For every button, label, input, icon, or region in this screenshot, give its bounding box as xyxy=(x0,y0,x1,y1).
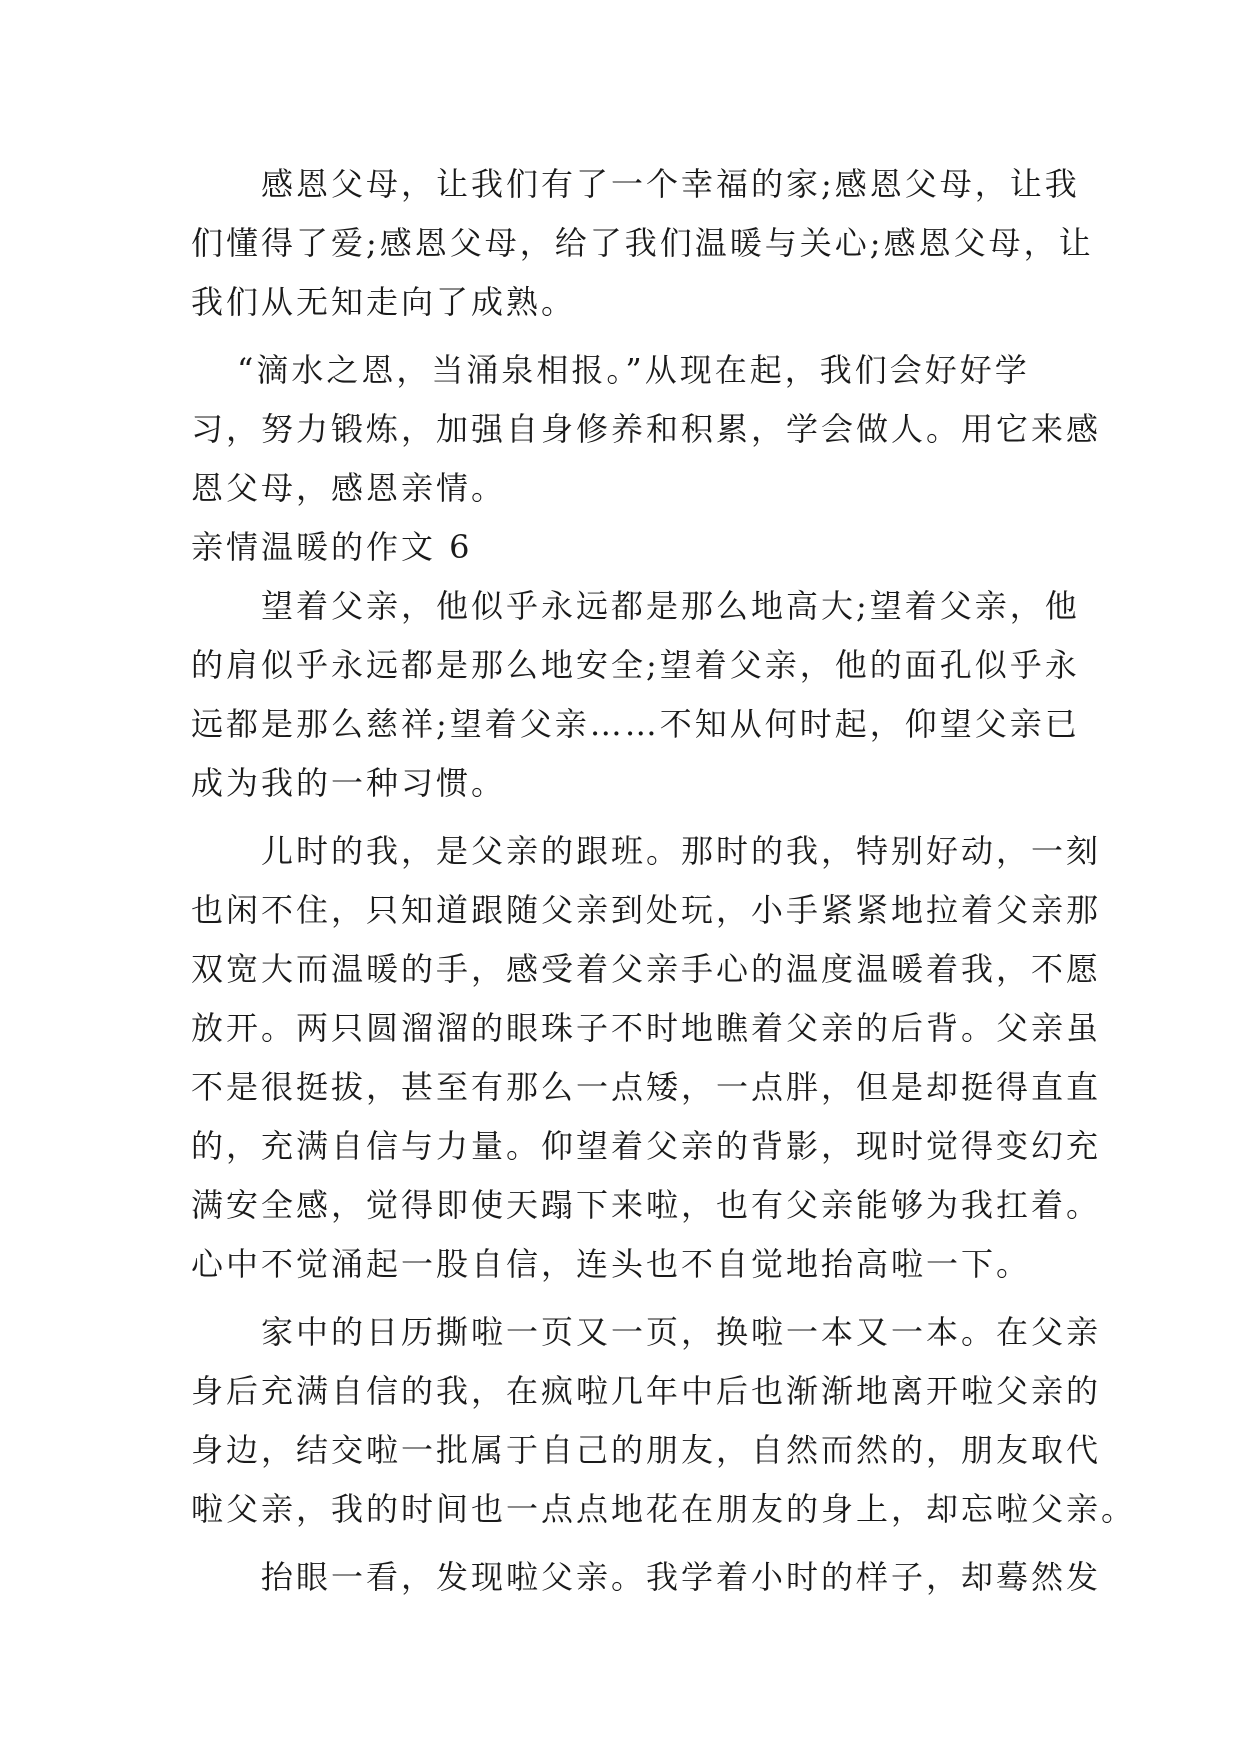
text-line: 也闲不住，只知道跟随父亲到处玩，小手紧紧地拉着父亲那 xyxy=(191,891,1102,929)
text-line: 双宽大而温暖的手，感受着父亲手心的温度温暖着我，不愿 xyxy=(191,950,1102,988)
text-line: 的肩似乎永远都是那么地安全;望着父亲，他的面孔似乎永 xyxy=(191,646,1080,684)
text-line: 的，充满自信与力量。仰望着父亲的背影，现时觉得变幻充 xyxy=(191,1127,1102,1165)
text-line: 成为我的一种习惯。 xyxy=(191,764,507,802)
text-line: “滴水之恩，当涌泉相报。”从现在起，我们会好好学 xyxy=(237,351,1030,389)
text-line: 们懂得了爱;感恩父母，给了我们温暖与关心;感恩父母，让 xyxy=(191,224,1094,262)
text-line: 放开。两只圆溜溜的眼珠子不时地瞧着父亲的后背。父亲虽 xyxy=(191,1009,1102,1047)
text-line: 感恩父母，让我们有了一个幸福的家;感恩父母，让我 xyxy=(261,165,1080,203)
text-line: 不是很挺拔，甚至有那么一点矮，一点胖，但是却挺得直直 xyxy=(191,1068,1102,1106)
text-line: 身边，结交啦一批属于自己的朋友，自然而然的，朋友取代 xyxy=(191,1431,1102,1469)
section-heading: 亲情温暖的作文 6 xyxy=(191,528,473,566)
text-line: 啦父亲，我的时间也一点点地花在朋友的身上，却忘啦父亲。 xyxy=(191,1490,1137,1528)
text-line: 恩父母，感恩亲情。 xyxy=(191,469,507,507)
text-line: 我们从无知走向了成熟。 xyxy=(191,283,577,321)
text-line: 抬眼一看，发现啦父亲。我学着小时的样子，却蓦然发 xyxy=(261,1558,1102,1596)
document-body xyxy=(191,155,1137,1607)
text-line: 心中不觉涌起一股自信，连头也不自觉地抬高啦一下。 xyxy=(191,1245,1032,1283)
text-line: 儿时的我，是父亲的跟班。那时的我，特别好动，一刻 xyxy=(261,832,1102,870)
text-line: 远都是那么慈祥;望着父亲……不知从何时起，仰望父亲已 xyxy=(191,705,1080,743)
text-line: 习，努力锻炼，加强自身修养和积累，学会做人。用它来感 xyxy=(191,410,1102,448)
text-line: 望着父亲，他似乎永远都是那么地高大;望着父亲，他 xyxy=(261,587,1080,625)
text-line: 满安全感，觉得即使天蹋下来啦，也有父亲能够为我扛着。 xyxy=(191,1186,1102,1224)
text-line: 身后充满自信的我，在疯啦几年中后也渐渐地离开啦父亲的 xyxy=(191,1372,1102,1410)
text-line: 家中的日历撕啦一页又一页，换啦一本又一本。在父亲 xyxy=(261,1313,1102,1351)
